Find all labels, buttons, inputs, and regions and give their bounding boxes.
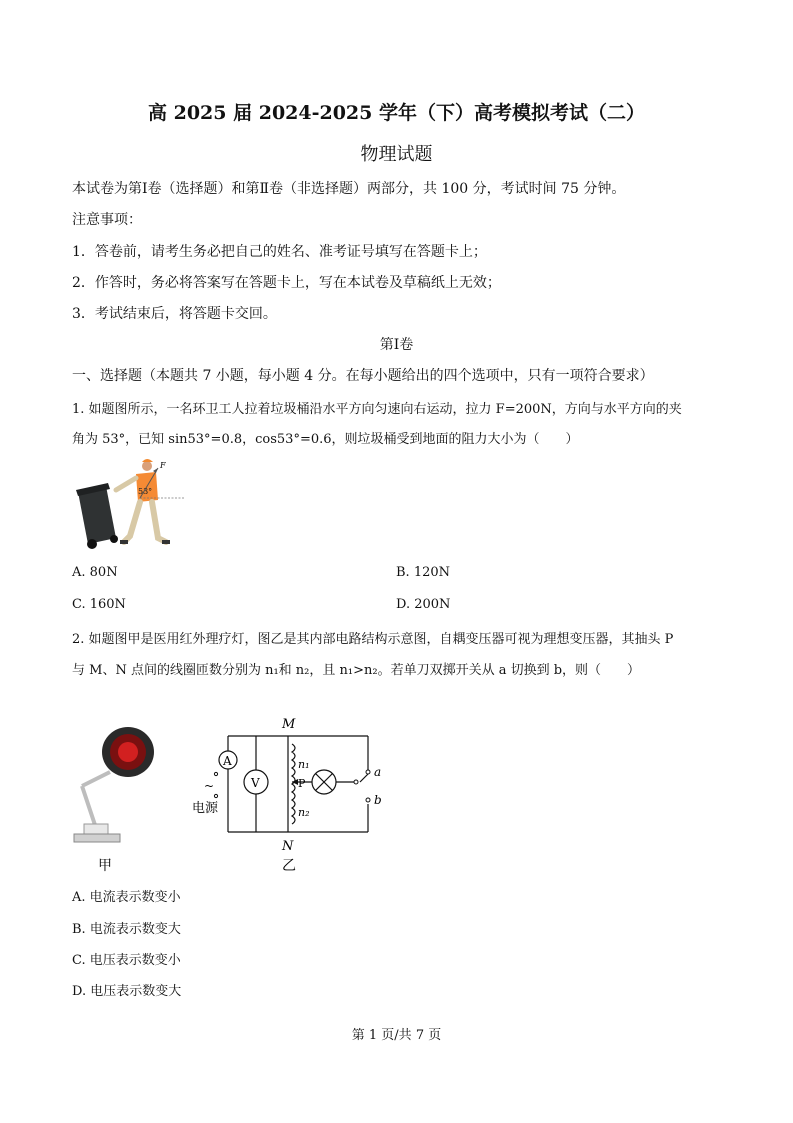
node-m-label: M [282, 717, 296, 732]
q2-option-a[interactable]: A. 电流表示数变小 [72, 890, 181, 905]
switch-pivot-icon [354, 780, 358, 784]
intro-line: 本试卷为第Ⅰ卷（选择题）和第Ⅱ卷（非选择题）两部分，共 100 分，考试时间 75 分钟。 [72, 181, 626, 197]
page-title: 高 2025 届 2024-2025 学年（下）高考模拟考试（二） [148, 102, 645, 124]
q1-option-b[interactable]: B. 120N [396, 565, 451, 580]
page-subtitle: 物理试题 [360, 144, 433, 165]
angle-label: 53° [138, 487, 153, 496]
node-n-label: N [282, 839, 294, 854]
n2-label: n₂ [298, 806, 310, 819]
transformer-coil-icon [292, 744, 295, 824]
q1-option-d[interactable]: D. 200N [396, 597, 451, 612]
section-heading: 一、选择题（本题共 7 小题，每小题 4 分。在每小题给出的四个选项中，只有一项符合要求） [72, 368, 654, 384]
q2-option-b[interactable]: B. 电流表示数变大 [72, 922, 181, 937]
q1-option-a[interactable]: A. 80N [72, 565, 118, 580]
q2-option-d[interactable]: D. 电压表示数变大 [72, 984, 182, 999]
q2-circuit-diagram [188, 712, 398, 876]
ac-symbol: ~ [204, 779, 215, 793]
q1-option-c[interactable]: C. 160N [72, 597, 126, 612]
terminal-b-icon [366, 798, 370, 802]
b-label: b [374, 793, 382, 807]
note-3: 3．考试结束后，将答题卡交回。 [72, 306, 277, 322]
volume-title: 第Ⅰ卷 [379, 337, 414, 353]
q2-lamp-figure [70, 724, 160, 874]
terminal-a-icon [366, 770, 370, 774]
q2-stem-line2: 与 M、N 点间的线圈匝数分别为 n₁和 n₂，且 n₁>n₂。若单刀双掷开关从 a 切换到 b，则（ ） [72, 663, 641, 678]
voltmeter-label: V [251, 776, 260, 790]
source-label: 电源 [192, 801, 219, 816]
infrared-lamp-icon [74, 727, 154, 842]
label-jia: 甲 [98, 858, 112, 874]
q2-option-c[interactable]: C. 电压表示数变小 [72, 953, 181, 968]
a-label: a [374, 765, 382, 779]
note-2: 2．作答时，务必将答案写在答题卡上，写在本试卷及草稿纸上无效； [72, 275, 501, 291]
q2-stem-line1: 2. 如题图甲是医用红外理疗灯，图乙是其内部电路结构示意图，自耦变压器可视为理想变压器，其抽头 P [72, 632, 674, 647]
notes-title: 注意事项： [72, 212, 142, 228]
force-label: F [160, 461, 166, 470]
label-yi: 乙 [282, 858, 296, 874]
p-label: P [298, 777, 306, 790]
q1-worker-figure [72, 456, 187, 552]
page-number: 第 1 页/共 7 页 [351, 1028, 442, 1043]
q1-stem-line1: 1. 如题图所示，一名环卫工人拉着垃圾桶沿水平方向匀速向右运动，拉力 F=200N，方向与水平方向的夹 [72, 402, 682, 417]
note-1: 1．答卷前，请考生务必把自己的姓名、准考证号填写在答题卡上； [72, 244, 487, 260]
q1-stem-line2: 角为 53°，已知 sin53°=0.8，cos53°=0.6，则垃圾桶受到地面的阻力大小为（ ） [72, 432, 579, 447]
n1-label: n₁ [298, 758, 310, 771]
ammeter-label: A [223, 754, 232, 768]
